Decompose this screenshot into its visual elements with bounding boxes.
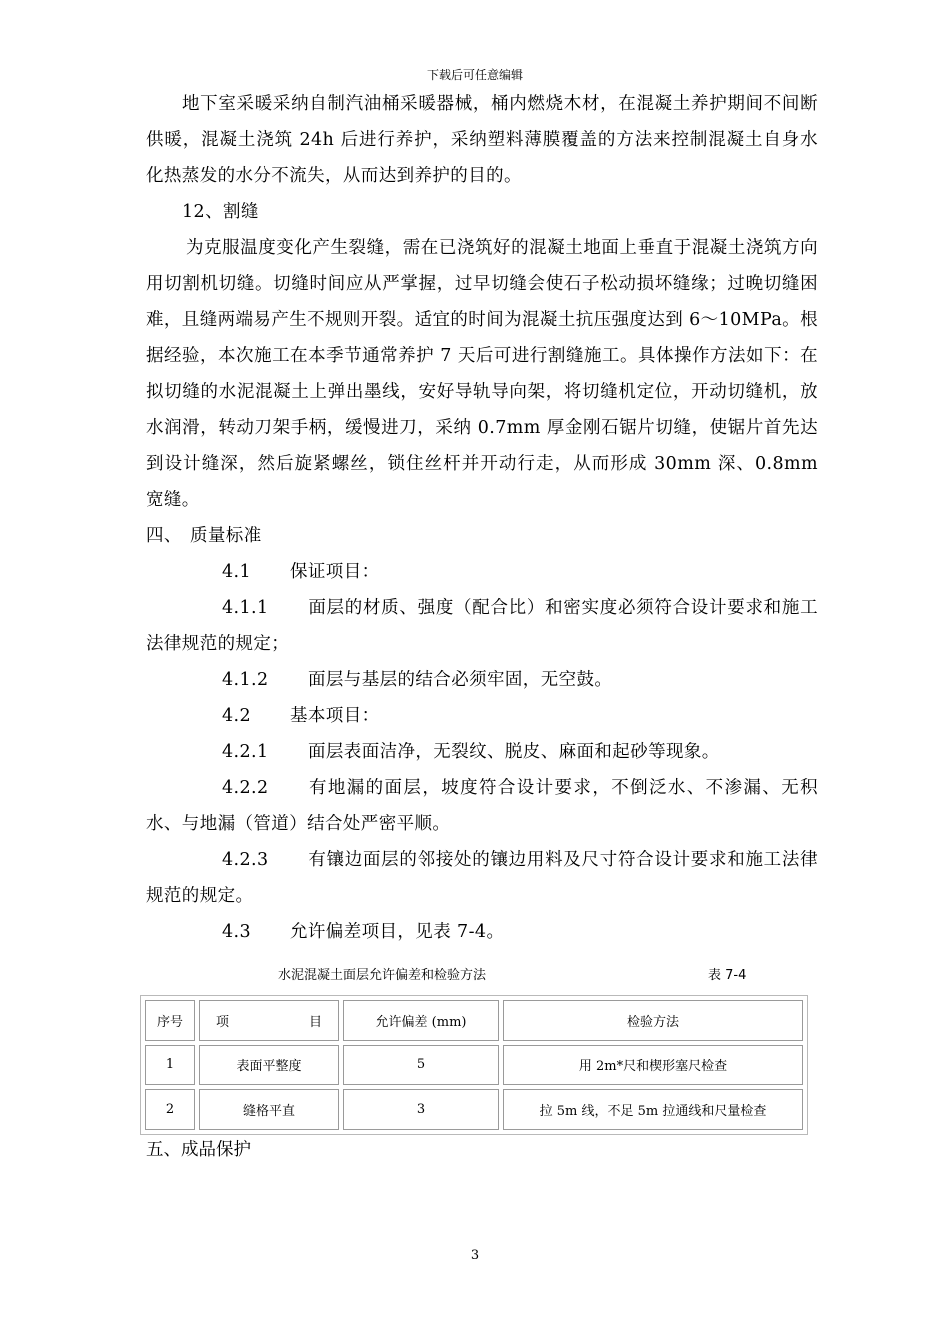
header-item	[199, 1000, 339, 1041]
table-row	[145, 1089, 803, 1130]
tolerance-table	[140, 995, 808, 1135]
item-number: 4.2.1	[222, 742, 269, 762]
header-method: 检验方法	[503, 1000, 803, 1041]
item-4-3	[146, 914, 818, 950]
header-item-b: 目	[308, 1014, 322, 1030]
item-text: 基本项目：	[290, 706, 380, 726]
item-number: 4.1.2	[222, 670, 269, 690]
item-4-1-2	[146, 662, 818, 698]
table-caption-row	[146, 962, 818, 984]
item-number: 4.2	[222, 706, 252, 726]
item-4-2	[146, 698, 818, 734]
item-text: 允许偏差项目，见表 7-4。	[290, 922, 505, 942]
cell-item: 缝格平直	[199, 1089, 339, 1130]
page-header: 下载后可任意编辑	[426, 68, 523, 82]
table-row	[145, 1045, 803, 1086]
item-4-2-3	[146, 842, 818, 914]
item-number: 4.1	[222, 562, 252, 582]
cell-seq: 1	[145, 1045, 195, 1086]
item-text: 有地漏的面层，坡度符合设计要求，不倒泛水、不渗漏、无积水、与地漏（管道）结合处严密平顺。	[146, 778, 818, 834]
item-number: 4.1.1	[222, 598, 269, 618]
item-4-2-1	[146, 734, 818, 770]
cell-seq: 2	[145, 1089, 195, 1130]
paragraph-heating: 地下室采暖采纳自制汽油桶采暖器械，桶内燃烧木材，在混凝土养护期间不间断供暖，混凝土浇筑 24h 后进行养护，采纳塑料薄膜覆盖的方法来控制混凝土自身水化热蒸发的水分不流失，从而达到养护的目的。	[146, 94, 818, 186]
cell-method: 拉 5m 线，不足 5m 拉通线和尺量检查	[503, 1089, 803, 1130]
header-item-a: 项	[216, 1014, 230, 1030]
item-number: 4.3	[222, 922, 252, 942]
item-text: 保证项目：	[290, 562, 380, 582]
item-4-2-2	[146, 770, 818, 842]
table-label: 表 7-4	[708, 968, 747, 983]
cell-tolerance: 5	[343, 1045, 499, 1086]
section-4-number: 四、	[146, 526, 182, 546]
document-body	[146, 86, 818, 950]
tolerance-table-grid	[141, 996, 807, 1134]
item-text: 有镶边面层的邻接处的镶边用料及尺寸符合设计要求和施工法律规范的规定。	[146, 850, 818, 906]
section-4-title: 质量标准	[190, 526, 262, 546]
heading-12-cutting: 12、割缝	[182, 202, 259, 222]
header-seq: 序号	[145, 1000, 195, 1041]
paragraph-cutting: 为克服温度变化产生裂缝，需在已浇筑好的混凝土地面上垂直于混凝土浇筑方向用切割机切缝。切缝时间应从严掌握，过早切缝会使石子松动损坏缝缘；过晚切缝困难，且缝两端易产生不规则开裂。适宜的时间为混凝土抗压强度达到 6～10MPa。根据经验，本次施工在本季节通常养护 7 天后可进行割缝施工。具体操作方法如下：在拟切缝的水泥混凝土上弹出墨线，安好导轨导向架，将切缝机定位，开动切缝机，放水润滑，转动刀架手柄，缓慢进刀，采纳 0.7mm 厚金刚石锯片切缝，使锯片首先达到设计缝深，然后旋紧螺丝，锁住丝杆并开动行走，从而形成 30mm 深、0.8mm 宽缝。	[146, 238, 818, 510]
item-text: 面层表面洁净，无裂纹、脱皮、麻面和起砂等现象。	[308, 742, 720, 762]
item-text: 面层与基层的结合必须牢固，无空鼓。	[308, 670, 613, 690]
cell-method: 用 2m*尺和楔形塞尺检查	[503, 1045, 803, 1086]
table-header-row	[145, 1000, 803, 1041]
cell-item: 表面平整度	[199, 1045, 339, 1086]
item-text: 面层的材质、强度（配合比）和密实度必须符合设计要求和施工法律规范的规定；	[146, 598, 818, 654]
header-tolerance: 允许偏差 (mm)	[343, 1000, 499, 1041]
section-4-heading	[146, 518, 818, 554]
section-5-heading: 五、成品保护	[146, 1140, 251, 1160]
item-number: 4.2.2	[222, 778, 269, 798]
item-4-1-1	[146, 590, 818, 662]
item-number: 4.2.3	[222, 850, 269, 870]
table-caption: 水泥混凝土面层允许偏差和检验方法	[278, 968, 487, 983]
page-number: 3	[470, 1248, 480, 1263]
item-4-1	[146, 554, 818, 590]
cell-tolerance: 3	[343, 1089, 499, 1130]
